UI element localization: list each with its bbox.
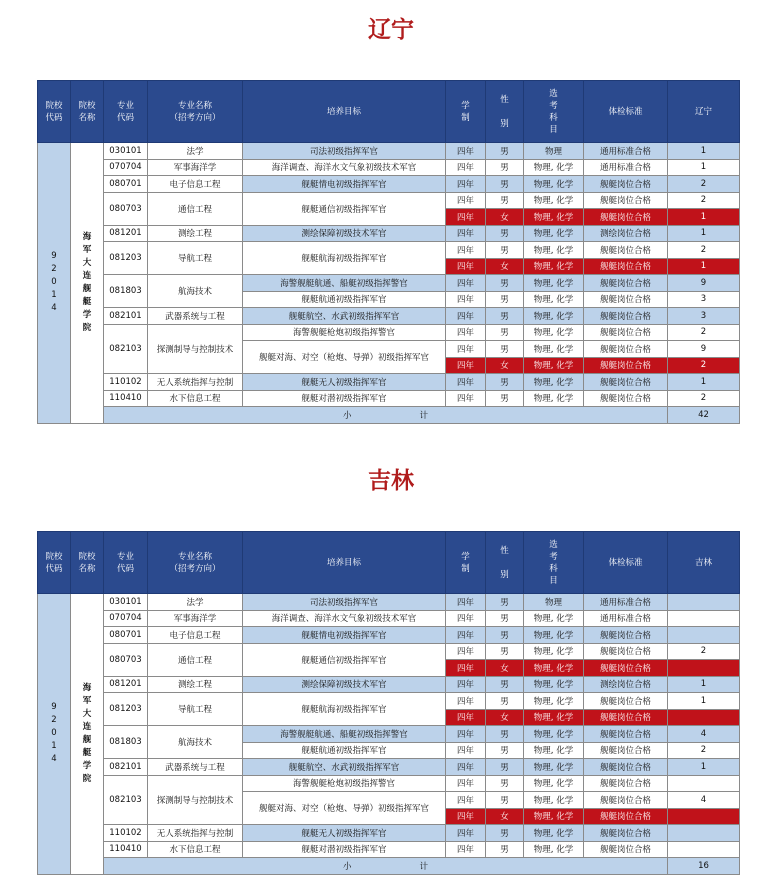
header-cell: 培养目标 (243, 81, 446, 143)
sex: 女 (486, 660, 524, 677)
subjects: 物理, 化学 (524, 825, 584, 842)
subjects: 物理 (524, 143, 584, 160)
years: 四年 (446, 324, 486, 341)
header-cell: 专业 代码 (104, 532, 148, 594)
sex: 男 (486, 225, 524, 242)
sex: 男 (486, 291, 524, 308)
header-cell: 专业名称 （招考方向） (148, 81, 243, 143)
major-name: 水下信息工程 (148, 390, 243, 407)
table-row (38, 143, 740, 160)
subjects: 物理, 化学 (524, 627, 584, 644)
subjects: 物理, 化学 (524, 176, 584, 193)
header-cell: 学 制 (446, 532, 486, 594)
quota-count: 2 (668, 742, 740, 759)
training-goal: 舰艇对海、对空（枪炮、导弹）初级指挥军官 (243, 341, 446, 374)
physical-standard: 舰艇岗位合格 (584, 258, 668, 275)
quota-count (668, 610, 740, 627)
subtotal-label: 小 计 (104, 858, 668, 875)
years: 四年 (446, 176, 486, 193)
subjects: 物理, 化学 (524, 341, 584, 358)
major-name: 探测制导与控制技术 (148, 775, 243, 825)
years: 四年 (446, 693, 486, 710)
subjects: 物理, 化学 (524, 742, 584, 759)
header-cell: 院校 名称 (71, 81, 104, 143)
quota-count: 2 (668, 176, 740, 193)
major-name: 军事海洋学 (148, 159, 243, 176)
subjects: 物理, 化学 (524, 291, 584, 308)
years: 四年 (446, 610, 486, 627)
years: 四年 (446, 660, 486, 677)
subjects: 物理, 化学 (524, 841, 584, 858)
sex: 男 (486, 308, 524, 325)
subjects: 物理, 化学 (524, 308, 584, 325)
training-goal: 舰艇航通初级指挥军官 (243, 742, 446, 759)
physical-standard: 舰艇岗位合格 (584, 792, 668, 809)
sex: 男 (486, 742, 524, 759)
physical-standard: 舰艇岗位合格 (584, 825, 668, 842)
school-code: 9 2 0 1 4 (38, 594, 71, 875)
sex: 男 (486, 759, 524, 776)
physical-standard: 舰艇岗位合格 (584, 759, 668, 776)
quota-count: 2 (668, 643, 740, 660)
table-row (38, 825, 740, 842)
quota-count: 2 (668, 242, 740, 259)
school-name: 海 军 大 连 舰 艇 学 院 (71, 143, 104, 424)
major-name: 导航工程 (148, 693, 243, 726)
major-code: 081803 (104, 275, 148, 308)
training-goal: 海洋调查、海洋水文气象初级技术军官 (243, 159, 446, 176)
table-row (38, 627, 740, 644)
header-cell: 选 考 科 目 (524, 81, 584, 143)
header-cell: 体检标准 (584, 81, 668, 143)
major-code: 030101 (104, 594, 148, 611)
major-code: 110102 (104, 825, 148, 842)
major-name: 法学 (148, 143, 243, 160)
years: 四年 (446, 242, 486, 259)
subjects: 物理, 化学 (524, 258, 584, 275)
training-goal: 舰艇情电初级指挥军官 (243, 176, 446, 193)
quota-count: 2 (668, 324, 740, 341)
major-code: 081203 (104, 242, 148, 275)
quota-count (668, 808, 740, 825)
subjects: 物理, 化学 (524, 357, 584, 374)
training-goal: 舰艇通信初级指挥军官 (243, 192, 446, 225)
quota-count: 1 (668, 374, 740, 391)
sex: 男 (486, 775, 524, 792)
sex: 男 (486, 610, 524, 627)
physical-standard: 通用标准合格 (584, 610, 668, 627)
quota-count: 4 (668, 726, 740, 743)
subjects: 物理, 化学 (524, 159, 584, 176)
admission-table-jilin (37, 531, 740, 875)
physical-standard: 舰艇岗位合格 (584, 726, 668, 743)
training-goal: 测绘保障初级技术军官 (243, 676, 446, 693)
physical-standard: 舰艇岗位合格 (584, 324, 668, 341)
quota-count: 4 (668, 792, 740, 809)
table-row (38, 390, 740, 407)
subjects: 物理, 化学 (524, 275, 584, 292)
sex: 男 (486, 693, 524, 710)
school-name: 海 军 大 连 舰 艇 学 院 (71, 594, 104, 875)
training-goal: 海警舰艇航通、船艇初级指挥警官 (243, 275, 446, 292)
quota-count: 9 (668, 341, 740, 358)
header-cell: 专业 代码 (104, 81, 148, 143)
subjects: 物理, 化学 (524, 709, 584, 726)
table-row (38, 676, 740, 693)
table-row (38, 594, 740, 611)
physical-standard: 舰艇岗位合格 (584, 693, 668, 710)
physical-standard: 舰艇岗位合格 (584, 291, 668, 308)
quota-count (668, 594, 740, 611)
sex: 男 (486, 159, 524, 176)
region-title-jilin: 吉林 (368, 468, 414, 494)
major-name: 无人系统指挥与控制 (148, 374, 243, 391)
training-goal: 舰艇航海初级指挥军官 (243, 693, 446, 726)
subjects: 物理, 化学 (524, 676, 584, 693)
header-cell: 院校 代码 (38, 81, 71, 143)
sex: 男 (486, 841, 524, 858)
subjects: 物理, 化学 (524, 209, 584, 226)
table-row (38, 159, 740, 176)
sex: 男 (486, 341, 524, 358)
years: 四年 (446, 808, 486, 825)
table-row (38, 176, 740, 193)
physical-standard: 测绘岗位合格 (584, 225, 668, 242)
physical-standard: 舰艇岗位合格 (584, 209, 668, 226)
quota-count: 1 (668, 258, 740, 275)
sex: 男 (486, 627, 524, 644)
sex: 男 (486, 242, 524, 259)
physical-standard: 舰艇岗位合格 (584, 374, 668, 391)
sex: 男 (486, 176, 524, 193)
quota-count (668, 627, 740, 644)
physical-standard: 通用标准合格 (584, 159, 668, 176)
major-name: 电子信息工程 (148, 627, 243, 644)
major-name: 电子信息工程 (148, 176, 243, 193)
quota-count (668, 709, 740, 726)
training-goal: 海警舰艇枪炮初级指挥警官 (243, 775, 446, 792)
quota-count: 1 (668, 676, 740, 693)
years: 四年 (446, 291, 486, 308)
major-name: 探测制导与控制技术 (148, 324, 243, 374)
physical-standard: 舰艇岗位合格 (584, 308, 668, 325)
table-row (38, 726, 740, 743)
quota-count: 3 (668, 291, 740, 308)
years: 四年 (446, 357, 486, 374)
header-cell: 吉林 (668, 532, 740, 594)
table-row (38, 693, 740, 710)
training-goal: 司法初级指挥军官 (243, 594, 446, 611)
header-cell: 体检标准 (584, 532, 668, 594)
header-cell: 院校 代码 (38, 532, 71, 594)
years: 四年 (446, 775, 486, 792)
sex: 男 (486, 324, 524, 341)
table-row (38, 275, 740, 292)
major-code: 080701 (104, 627, 148, 644)
training-goal: 测绘保障初级技术军官 (243, 225, 446, 242)
sex: 男 (486, 390, 524, 407)
subtotal-value: 16 (668, 858, 740, 875)
major-code: 030101 (104, 143, 148, 160)
major-code: 110102 (104, 374, 148, 391)
sex: 男 (486, 643, 524, 660)
subtotal-row (38, 858, 740, 875)
header-cell: 性 别 (486, 81, 524, 143)
physical-standard: 舰艇岗位合格 (584, 390, 668, 407)
major-name: 通信工程 (148, 192, 243, 225)
header-cell: 培养目标 (243, 532, 446, 594)
admission-table-liaoning (37, 80, 740, 424)
quota-count: 1 (668, 693, 740, 710)
header-cell: 辽宁 (668, 81, 740, 143)
major-name: 无人系统指挥与控制 (148, 825, 243, 842)
physical-standard: 舰艇岗位合格 (584, 275, 668, 292)
table-row (38, 324, 740, 341)
sex: 女 (486, 258, 524, 275)
major-code: 081203 (104, 693, 148, 726)
major-code: 080703 (104, 643, 148, 676)
table-row (38, 308, 740, 325)
years: 四年 (446, 308, 486, 325)
major-name: 武器系统与工程 (148, 759, 243, 776)
quota-count (668, 841, 740, 858)
sex: 男 (486, 676, 524, 693)
subtotal-value: 42 (668, 407, 740, 424)
major-code: 082103 (104, 775, 148, 825)
years: 四年 (446, 841, 486, 858)
physical-standard: 舰艇岗位合格 (584, 709, 668, 726)
physical-standard: 舰艇岗位合格 (584, 242, 668, 259)
years: 四年 (446, 143, 486, 160)
training-goal: 舰艇通信初级指挥军官 (243, 643, 446, 676)
years: 四年 (446, 676, 486, 693)
years: 四年 (446, 825, 486, 842)
training-goal: 舰艇对海、对空（枪炮、导弹）初级指挥军官 (243, 792, 446, 825)
header-cell: 性 别 (486, 532, 524, 594)
quota-count: 9 (668, 275, 740, 292)
physical-standard: 测绘岗位合格 (584, 676, 668, 693)
years: 四年 (446, 643, 486, 660)
major-name: 导航工程 (148, 242, 243, 275)
major-name: 测绘工程 (148, 676, 243, 693)
sex: 女 (486, 808, 524, 825)
subjects: 物理, 化学 (524, 643, 584, 660)
table-row (38, 775, 740, 792)
years: 四年 (446, 192, 486, 209)
quota-count (668, 825, 740, 842)
table-row (38, 841, 740, 858)
quota-count: 2 (668, 192, 740, 209)
major-code: 082101 (104, 308, 148, 325)
physical-standard: 舰艇岗位合格 (584, 643, 668, 660)
major-code: 082103 (104, 324, 148, 374)
physical-standard: 舰艇岗位合格 (584, 176, 668, 193)
physical-standard: 通用标准合格 (584, 143, 668, 160)
physical-standard: 舰艇岗位合格 (584, 660, 668, 677)
training-goal: 舰艇无人初级指挥军官 (243, 374, 446, 391)
quota-count: 1 (668, 225, 740, 242)
subjects: 物理, 化学 (524, 759, 584, 776)
subtotal-label: 小 计 (104, 407, 668, 424)
quota-count (668, 660, 740, 677)
major-name: 法学 (148, 594, 243, 611)
major-code: 081201 (104, 225, 148, 242)
physical-standard: 舰艇岗位合格 (584, 627, 668, 644)
quota-count: 1 (668, 143, 740, 160)
quota-count: 2 (668, 357, 740, 374)
years: 四年 (446, 726, 486, 743)
major-name: 测绘工程 (148, 225, 243, 242)
subjects: 物理, 化学 (524, 324, 584, 341)
years: 四年 (446, 159, 486, 176)
training-goal: 舰艇情电初级指挥军官 (243, 627, 446, 644)
subjects: 物理 (524, 594, 584, 611)
training-goal: 舰艇航通初级指挥军官 (243, 291, 446, 308)
years: 四年 (446, 792, 486, 809)
table-row (38, 643, 740, 660)
table-row (38, 610, 740, 627)
sex: 女 (486, 209, 524, 226)
physical-standard: 通用标准合格 (584, 594, 668, 611)
major-name: 航海技术 (148, 275, 243, 308)
sex: 男 (486, 143, 524, 160)
subjects: 物理, 化学 (524, 610, 584, 627)
header-cell: 院校 名称 (71, 532, 104, 594)
major-name: 军事海洋学 (148, 610, 243, 627)
header-cell: 学 制 (446, 81, 486, 143)
years: 四年 (446, 627, 486, 644)
training-goal: 海洋调查、海洋水文气象初级技术军官 (243, 610, 446, 627)
sex: 男 (486, 594, 524, 611)
school-code: 9 2 0 1 4 (38, 143, 71, 424)
years: 四年 (446, 742, 486, 759)
table-row (38, 374, 740, 391)
physical-standard: 舰艇岗位合格 (584, 841, 668, 858)
subjects: 物理, 化学 (524, 808, 584, 825)
years: 四年 (446, 594, 486, 611)
physical-standard: 舰艇岗位合格 (584, 341, 668, 358)
sex: 女 (486, 357, 524, 374)
training-goal: 舰艇航空、水武初级指挥军官 (243, 759, 446, 776)
physical-standard: 舰艇岗位合格 (584, 808, 668, 825)
subjects: 物理, 化学 (524, 242, 584, 259)
training-goal: 司法初级指挥军官 (243, 143, 446, 160)
quota-count: 3 (668, 308, 740, 325)
header-cell: 专业名称 （招考方向） (148, 532, 243, 594)
subjects: 物理, 化学 (524, 374, 584, 391)
sex: 男 (486, 726, 524, 743)
table-row (38, 759, 740, 776)
training-goal: 海警舰艇航通、船艇初级指挥警官 (243, 726, 446, 743)
subjects: 物理, 化学 (524, 693, 584, 710)
years: 四年 (446, 258, 486, 275)
major-code: 070704 (104, 610, 148, 627)
training-goal: 舰艇无人初级指挥军官 (243, 825, 446, 842)
major-code: 080701 (104, 176, 148, 193)
subjects: 物理, 化学 (524, 390, 584, 407)
table-row (38, 242, 740, 259)
quota-count: 2 (668, 390, 740, 407)
training-goal: 舰艇航海初级指挥军官 (243, 242, 446, 275)
years: 四年 (446, 209, 486, 226)
sex: 男 (486, 275, 524, 292)
years: 四年 (446, 390, 486, 407)
sex: 男 (486, 792, 524, 809)
years: 四年 (446, 275, 486, 292)
header-cell: 选 考 科 目 (524, 532, 584, 594)
subjects: 物理, 化学 (524, 192, 584, 209)
training-goal: 舰艇对潜初级指挥军官 (243, 390, 446, 407)
years: 四年 (446, 709, 486, 726)
physical-standard: 舰艇岗位合格 (584, 192, 668, 209)
quota-count: 1 (668, 759, 740, 776)
major-code: 070704 (104, 159, 148, 176)
years: 四年 (446, 225, 486, 242)
major-code: 110410 (104, 390, 148, 407)
major-code: 110410 (104, 841, 148, 858)
years: 四年 (446, 759, 486, 776)
physical-standard: 舰艇岗位合格 (584, 357, 668, 374)
region-title-liaoning: 辽宁 (368, 17, 414, 43)
sex: 男 (486, 825, 524, 842)
sex: 男 (486, 192, 524, 209)
training-goal: 舰艇对潜初级指挥军官 (243, 841, 446, 858)
years: 四年 (446, 374, 486, 391)
major-name: 武器系统与工程 (148, 308, 243, 325)
major-code: 081201 (104, 676, 148, 693)
major-name: 通信工程 (148, 643, 243, 676)
subjects: 物理, 化学 (524, 660, 584, 677)
major-code: 080703 (104, 192, 148, 225)
training-goal: 舰艇航空、水武初级指挥军官 (243, 308, 446, 325)
quota-count: 1 (668, 209, 740, 226)
table-row (38, 192, 740, 209)
table-row (38, 225, 740, 242)
major-name: 航海技术 (148, 726, 243, 759)
subjects: 物理, 化学 (524, 792, 584, 809)
major-code: 082101 (104, 759, 148, 776)
subjects: 物理, 化学 (524, 726, 584, 743)
physical-standard: 舰艇岗位合格 (584, 775, 668, 792)
training-goal: 海警舰艇枪炮初级指挥警官 (243, 324, 446, 341)
major-name: 水下信息工程 (148, 841, 243, 858)
sex: 男 (486, 374, 524, 391)
quota-count (668, 775, 740, 792)
sex: 女 (486, 709, 524, 726)
major-code: 081803 (104, 726, 148, 759)
subtotal-row (38, 407, 740, 424)
years: 四年 (446, 341, 486, 358)
physical-standard: 舰艇岗位合格 (584, 742, 668, 759)
subjects: 物理, 化学 (524, 225, 584, 242)
subjects: 物理, 化学 (524, 775, 584, 792)
quota-count: 1 (668, 159, 740, 176)
